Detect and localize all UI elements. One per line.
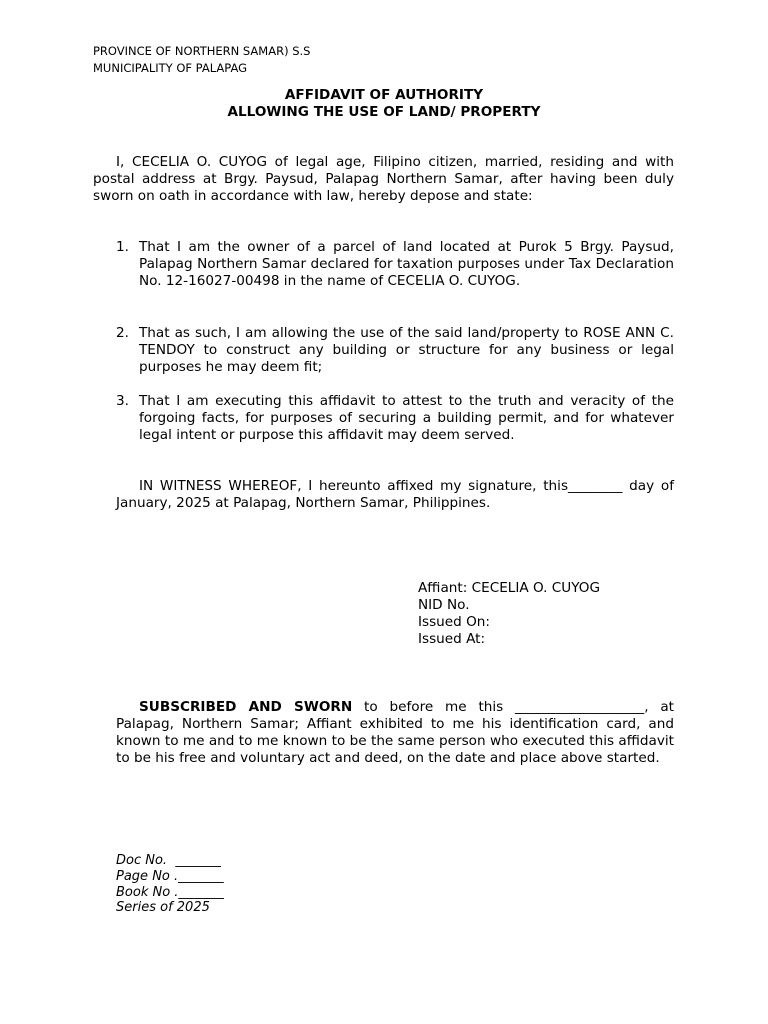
list-number: 1. (116, 239, 129, 255)
affiant-issued-on: Issued On: (418, 614, 490, 630)
witness-paragraph: IN WITNESS WHEREOF, I hereunto affixed my signature, this________ day of January, 2025 at Palapag, Northern Samar, Philippines. (116, 478, 674, 511)
sworn-heading: SUBSCRIBED AND SWORN (139, 699, 353, 715)
list-item-1 (116, 239, 674, 290)
province-line: PROVINCE OF NORTHERN SAMAR) S.S (93, 44, 311, 58)
list-item-text: That as such, I am allowing the use of the said land/property to ROSE ANN C. TENDOY to construct any building or structure for any business or legal purposes he may deem fit; (139, 325, 674, 375)
sworn-text: to before me this ___________________, at Palapag, Northern Samar; Affiant exhibited to me his identification card, and known to me and to me known to be the same person who executed this affidavit to be his free and voluntary act and deed, on the date and place above started. (116, 699, 674, 766)
list-number: 2. (116, 325, 129, 341)
notarial-register (116, 853, 224, 916)
municipality-line: MUNICIPALITY OF PALAPAG (93, 61, 248, 75)
intro-paragraph: I, CECELIA O. CUYOG of legal age, Filipino citizen, married, residing and with postal address at Brgy. Paysud, Palapag Northern Samar, after having been duly sworn on oath in accordance with law, hereby depose and state: (93, 154, 674, 204)
affiant-block (418, 580, 600, 648)
list-item-3 (116, 393, 674, 444)
affiant-nid: NID No. (418, 597, 470, 613)
document-header (93, 43, 310, 77)
affiant-name: Affiant: CECELIA O. CUYOG (418, 580, 601, 596)
affiant-issued-at: Issued At: (418, 631, 486, 647)
page-number: Page No ._______ (116, 868, 224, 884)
list-item-2 (116, 325, 674, 376)
document-title: AFFIDAVIT OF AUTHORITY (284, 87, 484, 103)
sworn-paragraph (116, 699, 674, 767)
doc-number: Doc No. _______ (116, 853, 221, 868)
document-subtitle: ALLOWING THE USE OF LAND/ PROPERTY (227, 104, 541, 120)
list-item-text: That I am executing this affidavit to attest to the truth and veracity of the forgoing facts, for purposes of securing a building permit, and for whatever legal intent or purpose this affidavit may deem served. (139, 393, 674, 443)
list-item-text: That I am the owner of a parcel of land located at Purok 5 Brgy. Paysud, Palapag Northern Samar declared for taxation purposes under Tax Declaration No. 12-16027-00498 in the name of CECELIA O. CUYOG. (139, 239, 674, 289)
series-year: Series of 2025 (116, 900, 210, 916)
book-number: Book No ._______ (116, 884, 224, 900)
list-number: 3. (116, 393, 129, 409)
